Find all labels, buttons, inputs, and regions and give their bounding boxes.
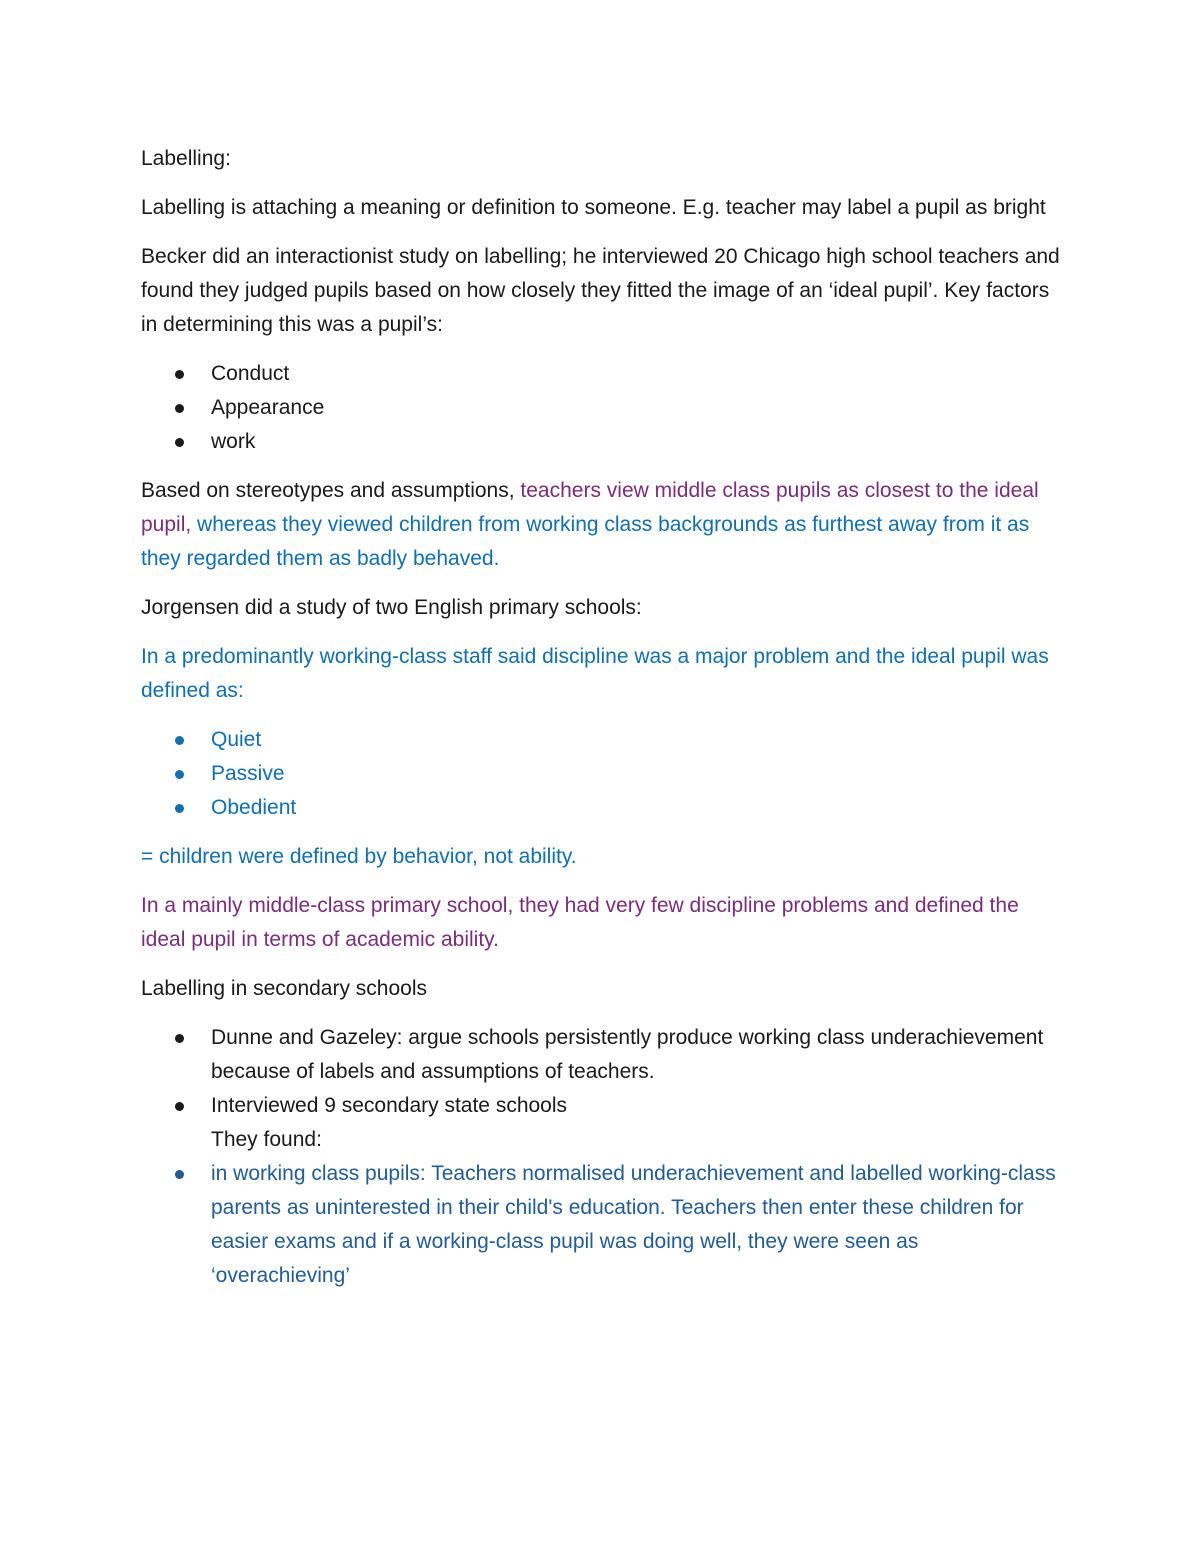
list-item	[141, 425, 1061, 459]
bullet-icon	[175, 1034, 184, 1043]
list-item-text: Appearance	[211, 396, 325, 419]
secondary-schools-list	[141, 1021, 1061, 1293]
bullet-icon	[175, 804, 184, 813]
document-page	[141, 142, 1061, 1308]
list-item	[141, 1089, 1061, 1157]
list-item-text: Interviewed 9 secondary state schools	[211, 1094, 568, 1117]
list-item-text: in working class pupils: Teachers normalised underachievement and labelled working-class parents as uninterested in their child's education. Teachers then enter these children for easier exams and if a working-class pupil was doing well, they were seen as ‘overachieving’	[211, 1162, 1056, 1287]
bullet-icon	[175, 1102, 184, 1111]
stereotype-paragraph	[141, 474, 1061, 576]
working-class-traits-list	[141, 723, 1061, 825]
bullet-icon	[175, 770, 184, 779]
list-item	[141, 757, 1061, 791]
becker-intro: Becker did an interactionist study on labelling; he interviewed 20 Chicago high school teachers and found they judged pupils based on how closely they fitted the image of an ‘ideal pupil’. Key factors in determining this was a pupil’s:	[141, 245, 1060, 336]
they-found-label: They found:	[211, 1128, 322, 1151]
bullet-icon	[175, 1170, 184, 1179]
list-item	[141, 357, 1061, 391]
list-item-text: work	[211, 430, 256, 453]
behaviour-conclusion: = children were defined by behavior, not ability.	[141, 845, 577, 868]
working-class-school-paragraph: In a predominantly working-class staff said discipline was a major problem and the ideal pupil was defined as:	[141, 645, 1049, 702]
secondary-schools-heading: Labelling in secondary schools	[141, 977, 428, 1000]
list-item	[141, 791, 1061, 825]
stereotype-prefix: Based on stereotypes and assumptions,	[141, 479, 521, 502]
document-heading: Labelling:	[141, 147, 231, 170]
list-item	[141, 1021, 1061, 1089]
bullet-icon	[175, 438, 184, 447]
list-item	[141, 391, 1061, 425]
middle-class-school-paragraph: In a mainly middle-class primary school, they had very few discipline problems and defined the ideal pupil in terms of academic ability.	[141, 894, 1019, 951]
list-item	[141, 1157, 1061, 1293]
list-item	[141, 723, 1061, 757]
labelling-definition: Labelling is attaching a meaning or definition to someone. E.g. teacher may label a pupil as bright	[141, 196, 1046, 219]
list-item-text: Passive	[211, 762, 285, 785]
list-item-text: Obedient	[211, 796, 297, 819]
middle-class-highlight: teachers view middle class pupils as closest to the ideal pupil,	[141, 479, 1039, 536]
working-class-highlight: whereas they viewed children from working class backgrounds as furthest away from it as they regarded them as badly behaved.	[141, 513, 1030, 570]
bullet-icon	[175, 404, 184, 413]
list-item-text: Dunne and Gazeley: argue schools persistently produce working class underachievement because of labels and assumptions of teachers.	[211, 1026, 1044, 1083]
bullet-icon	[175, 370, 184, 379]
list-item-text: Conduct	[211, 362, 290, 385]
list-item-text: Quiet	[211, 728, 262, 751]
bullet-icon	[175, 736, 184, 745]
jorgensen-intro: Jorgensen did a study of two English primary schools:	[141, 596, 642, 619]
becker-factors-list	[141, 357, 1061, 459]
